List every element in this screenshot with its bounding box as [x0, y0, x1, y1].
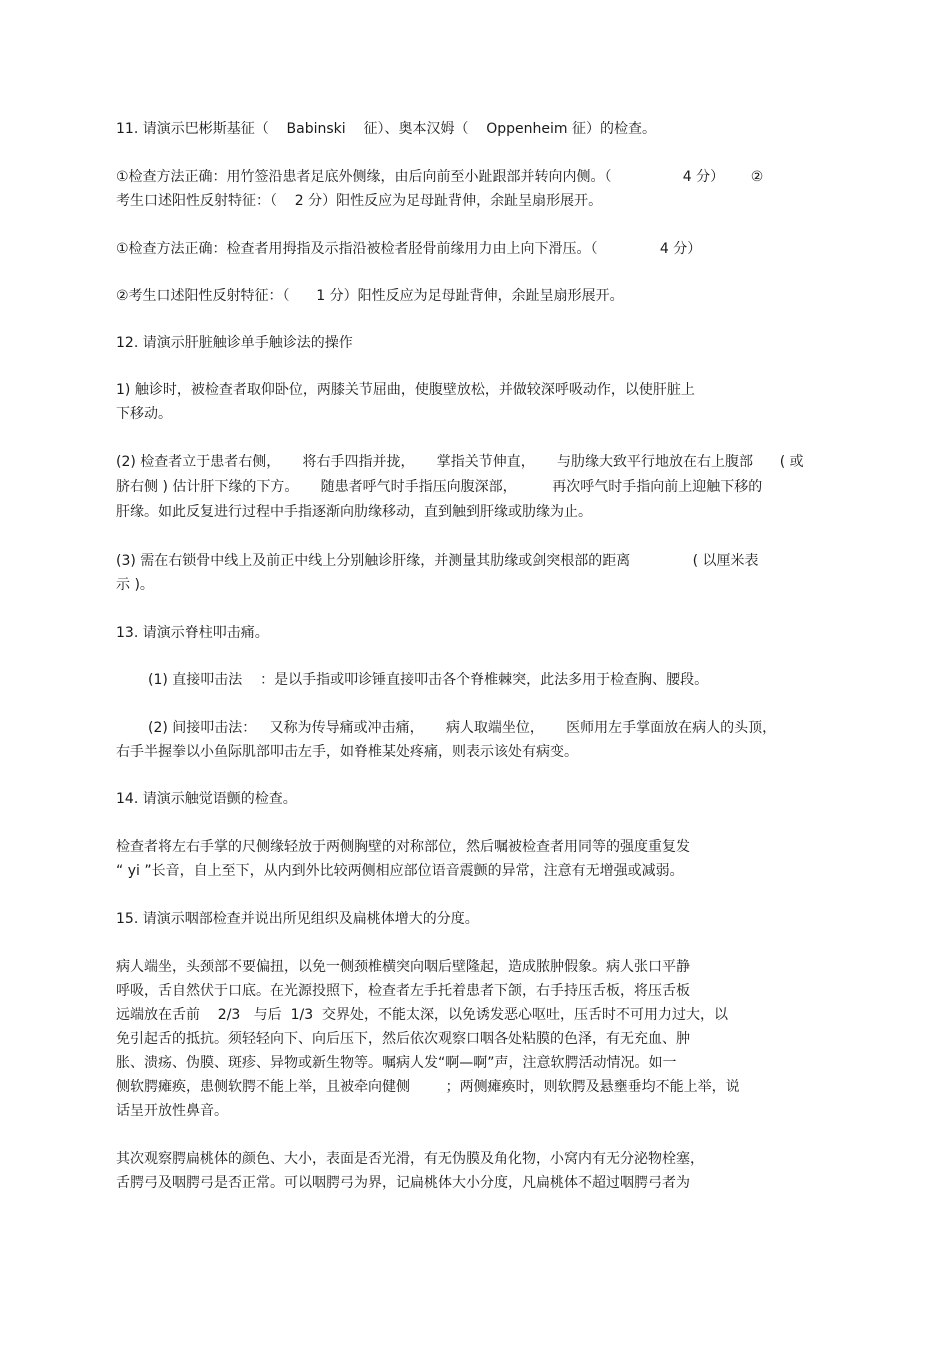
text-line: 1) 触诊时，被检查者取仰卧位，两膝关节屈曲，使腹壁放松，并做较深呼吸动作，以使肝脏上	[116, 382, 695, 398]
q13-heading: 13. 请演示脊柱叩击痛。	[116, 625, 269, 641]
text-line: (1) 直接叩击法 ：是以手指或叩诊锤直接叩击各个脊椎棘突，此法多用于检查胸、腰段。	[148, 672, 709, 688]
text-line: ①检查方法正确：检查者用拇指及示指沿被检者胫骨前缘用力由上向下滑压。（ 4 分）	[116, 241, 702, 257]
text-line: (3) 需在右锁骨中线上及前正中线上分别触诊肝缘，并测量其肋缘或剑突根部的距离 ( 以厘米表	[116, 553, 759, 569]
q12-heading: 12. 请演示肝脏触诊单手触诊法的操作	[116, 335, 353, 351]
text-line: 考生口述阳性反射特征：（ 2 分）阳性反应为足母趾背伸，余趾呈扇形展开。	[116, 193, 603, 209]
text-line: 远端放在舌前 2/3 与后 1/3 交界处，不能太深，以免诱发恶心呕吐，压舌时不可用力过大，以	[116, 1007, 729, 1023]
text-line: 话呈开放性鼻音。	[116, 1103, 228, 1119]
text-line: (2) 间接叩击法： 又称为传导痛或冲击痛， 病人取端坐位， 医师用左手掌面放在病人的头顶，	[148, 720, 777, 736]
text-line: ①检查方法正确：用竹签沿患者足底外侧缘，由后向前至小趾跟部并转向内侧。（ 4 分） ②	[116, 169, 764, 185]
q15-heading: 15. 请演示咽部检查并说出所见组织及扁桃体增大的分度。	[116, 911, 479, 927]
text-line: 肝缘。如此反复进行过程中手指逐渐向肋缘移动，直到触到肝缘或肋缘为止。	[116, 504, 592, 520]
text-line: ②考生口述阳性反射特征：（ 1 分）阳性反应为足母趾背伸，余趾呈扇形展开。	[116, 288, 624, 304]
text-line: 右手半握拳以小鱼际肌部叩击左手，如脊椎某处疼痛，则表示该处有病变。	[116, 744, 578, 760]
q11-heading: 11. 请演示巴彬斯基征（ Babinski 征）、奥本汉姆（ Oppenheim 征）的检查。	[116, 121, 656, 137]
text-line: 免引起舌的抵抗。须轻轻向下、向后压下，然后依次观察口咽各处粘膜的色泽，有无充血、肿	[116, 1031, 690, 1047]
text-line: 下移动。	[116, 406, 172, 422]
q14-heading: 14. 请演示触觉语颤的检查。	[116, 791, 297, 807]
text-line: 脐右侧 ) 估计肝下缘的下方。 随患者呼气时手指压向腹深部， 再次呼气时手指向前上迎触下移的	[116, 479, 763, 495]
text-line: 胀、溃疡、伪膜、斑疹、异物或新生物等。嘱病人发“啊—啊”声，注意软腭活动情况。如一	[116, 1055, 677, 1071]
text-line: “ yi ”长音，自上至下，从内到外比较两侧相应部位语音震颤的异常，注意有无增强或减弱。	[116, 863, 684, 879]
text-line: 舌腭弓及咽腭弓是否正常。可以咽腭弓为界，记扁桃体大小分度，凡扁桃体不超过咽腭弓者为	[116, 1175, 690, 1191]
text-line: 检查者将左右手掌的尺侧缘轻放于两侧胸壁的对称部位，然后嘱被检查者用同等的强度重复发	[116, 839, 690, 855]
text-line: (2) 检查者立于患者右侧， 将右手四指并拢， 掌指关节伸直， 与肋缘大致平行地放在右上腹部 ( 或	[116, 454, 804, 470]
text-line: 其次观察腭扁桃体的颜色、大小，表面是否光滑，有无伪膜及角化物，小窝内有无分泌物栓塞，	[116, 1151, 704, 1167]
text-line: 示 )。	[116, 577, 154, 593]
text-line: 呼吸，舌自然伏于口底。在光源投照下，检查者左手托着患者下颌，右手持压舌板，将压舌板	[116, 983, 690, 999]
text-line: 侧软腭瘫痪，患侧软腭不能上举，且被牵向健侧 ；两侧瘫痪时，则软腭及悬壅垂均不能上举，说	[116, 1079, 740, 1095]
text-line: 病人端坐，头颈部不要偏扭，以免一侧颈椎横突向咽后壁隆起，造成脓肿假象。病人张口平静	[116, 959, 690, 975]
